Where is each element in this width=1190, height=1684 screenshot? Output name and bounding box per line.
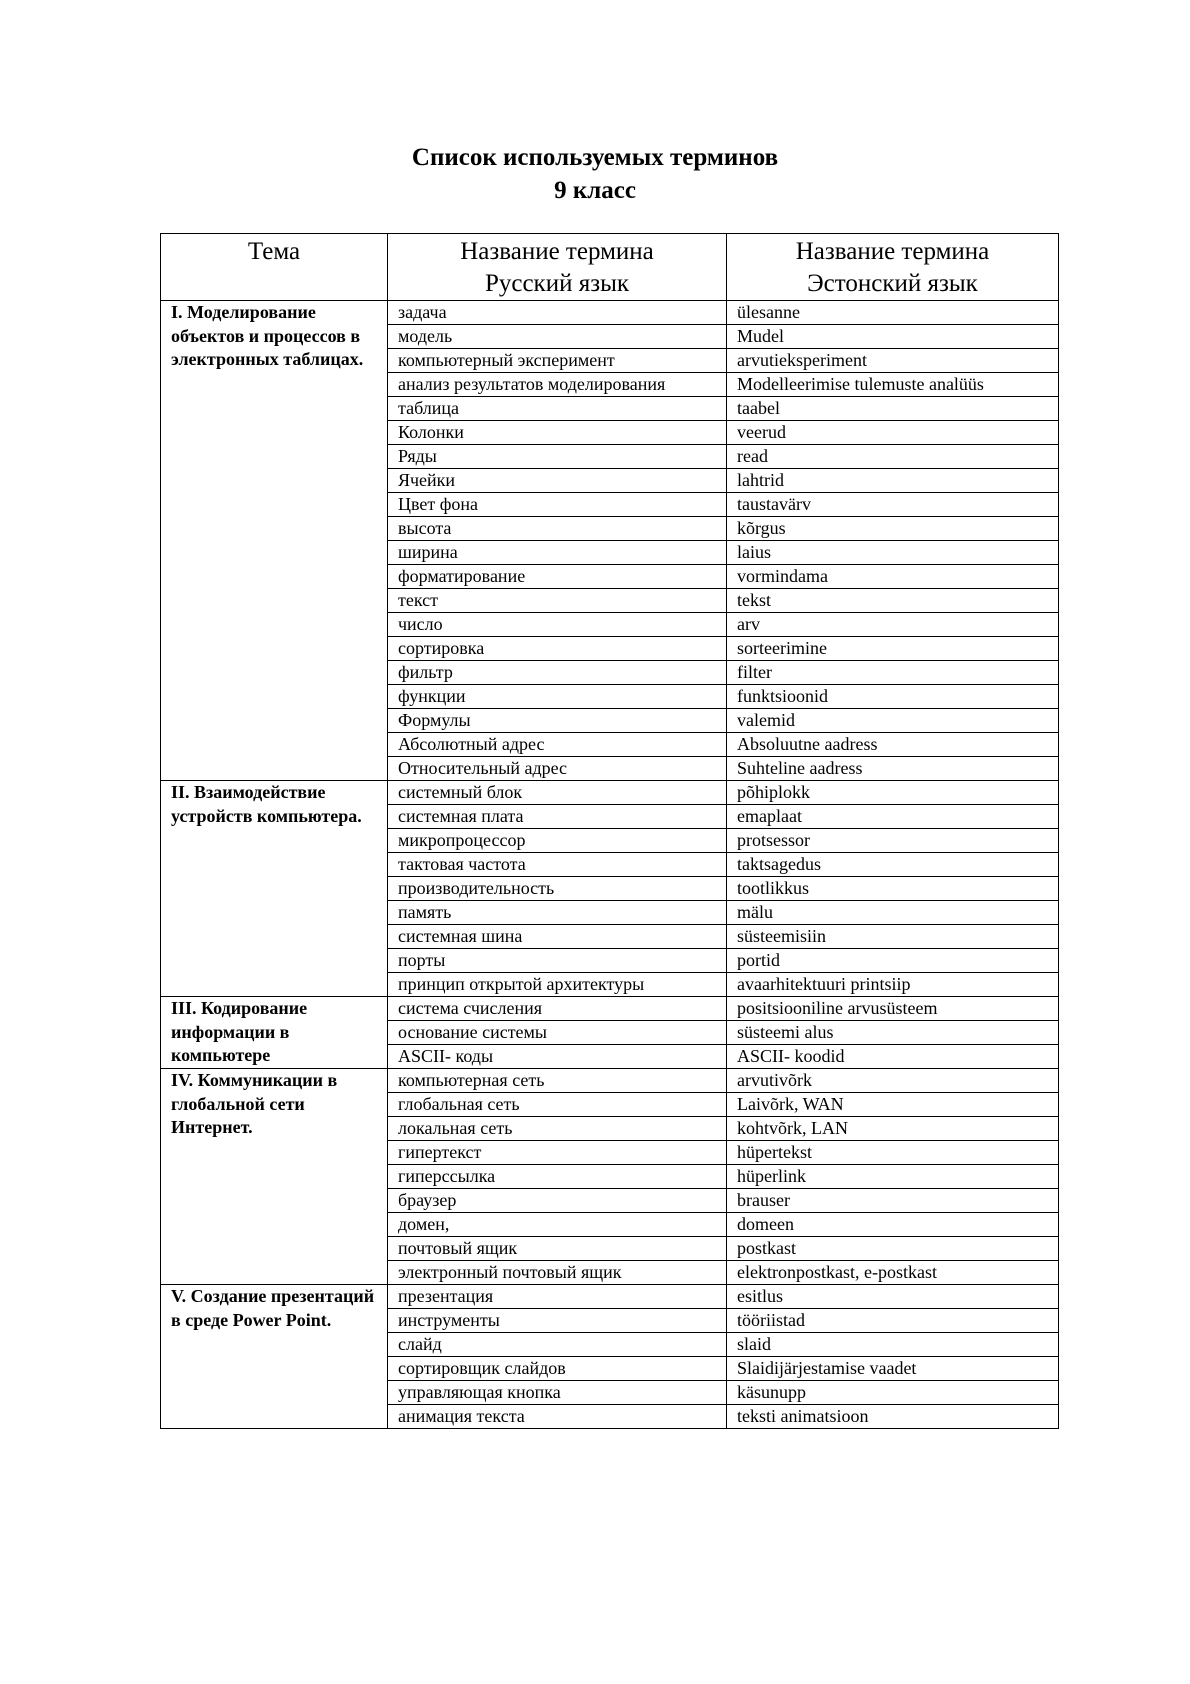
- term-estonian: Laivõrk, WAN: [727, 1093, 1059, 1117]
- term-russian: память: [388, 901, 727, 925]
- term-estonian: hüpertekst: [727, 1141, 1059, 1165]
- term-russian: Цвет фона: [388, 493, 727, 517]
- term-estonian: tekst: [727, 589, 1059, 613]
- term-russian: производительность: [388, 877, 727, 901]
- term-russian: почтовый ящик: [388, 1237, 727, 1261]
- terms-table: [160, 233, 1059, 1429]
- term-estonian: Modelleerimise tulemuste analüüs: [727, 373, 1059, 397]
- term-estonian: domeen: [727, 1213, 1059, 1237]
- section-topic: IV. Коммуникации в глобальной сети Интернет.: [161, 1069, 388, 1285]
- term-row: [161, 301, 1059, 325]
- term-russian: анализ результатов моделирования: [388, 373, 727, 397]
- term-estonian: taabel: [727, 397, 1059, 421]
- term-estonian: teksti animatsioon: [727, 1405, 1059, 1429]
- term-russian: принцип открытой архитектуры: [388, 973, 727, 997]
- term-estonian: Absoluutne aadress: [727, 733, 1059, 757]
- term-russian: системная плата: [388, 805, 727, 829]
- term-russian: компьютерная сеть: [388, 1069, 727, 1093]
- term-russian: Относительный адрес: [388, 757, 727, 781]
- term-estonian: arvutieksperiment: [727, 349, 1059, 373]
- term-estonian: kohtvõrk, LAN: [727, 1117, 1059, 1141]
- term-estonian: funktsioonid: [727, 685, 1059, 709]
- term-estonian: mälu: [727, 901, 1059, 925]
- term-russian: высота: [388, 517, 727, 541]
- header-russian-line-1: Название термина: [460, 238, 654, 265]
- header-estonian-line-2: Эстонский язык: [807, 270, 978, 297]
- term-estonian: ASCII- koodid: [727, 1045, 1059, 1069]
- term-russian: задача: [388, 301, 727, 325]
- term-estonian: hüperlink: [727, 1165, 1059, 1189]
- term-russian: тактовая частота: [388, 853, 727, 877]
- term-russian: инструменты: [388, 1309, 727, 1333]
- header-topic-label: Тема: [247, 238, 301, 265]
- term-row: [161, 997, 1059, 1021]
- term-russian: сортировщик слайдов: [388, 1357, 727, 1381]
- term-estonian: taktsagedus: [727, 853, 1059, 877]
- term-estonian: tootlikkus: [727, 877, 1059, 901]
- term-estonian: emaplaat: [727, 805, 1059, 829]
- term-russian: модель: [388, 325, 727, 349]
- term-russian: гипертекст: [388, 1141, 727, 1165]
- term-estonian: avaarhitektuuri printsiip: [727, 973, 1059, 997]
- section-topic: II. Взаимодействие устройств компьютера.: [161, 781, 388, 997]
- term-russian: глобальная сеть: [388, 1093, 727, 1117]
- title-line-2: 9 класс: [554, 177, 636, 204]
- term-russian: компьютерный эксперимент: [388, 349, 727, 373]
- term-estonian: Mudel: [727, 325, 1059, 349]
- term-russian: браузер: [388, 1189, 727, 1213]
- term-row: [161, 1069, 1059, 1093]
- term-row: [161, 781, 1059, 805]
- term-russian: презентация: [388, 1285, 727, 1309]
- term-russian: таблица: [388, 397, 727, 421]
- term-russian: форматирование: [388, 565, 727, 589]
- term-russian: гиперссылка: [388, 1165, 727, 1189]
- term-russian: порты: [388, 949, 727, 973]
- term-estonian: süsteemi alus: [727, 1021, 1059, 1045]
- term-estonian: protsessor: [727, 829, 1059, 853]
- term-estonian: laius: [727, 541, 1059, 565]
- term-estonian: postkast: [727, 1237, 1059, 1261]
- term-row: [161, 1285, 1059, 1309]
- section-topic: I. Моделирование объектов и процессов в электронных таблицах.: [161, 301, 388, 781]
- term-russian: анимация текста: [388, 1405, 727, 1429]
- term-estonian: kõrgus: [727, 517, 1059, 541]
- header-russian: [388, 234, 727, 301]
- term-estonian: arv: [727, 613, 1059, 637]
- term-russian: основание системы: [388, 1021, 727, 1045]
- header-russian-line-2: Русский язык: [484, 270, 630, 297]
- terms-body: [161, 301, 1059, 1429]
- term-russian: системный блок: [388, 781, 727, 805]
- term-estonian: slaid: [727, 1333, 1059, 1357]
- term-estonian: tööriistad: [727, 1309, 1059, 1333]
- term-russian: системная шина: [388, 925, 727, 949]
- term-estonian: süsteemisiin: [727, 925, 1059, 949]
- header-topic: [161, 234, 388, 301]
- header-estonian: [727, 234, 1059, 301]
- term-estonian: põhiplokk: [727, 781, 1059, 805]
- term-estonian: filter: [727, 661, 1059, 685]
- header-row: [161, 234, 1059, 301]
- term-estonian: positsiooniline arvusüsteem: [727, 997, 1059, 1021]
- term-russian: система счисления: [388, 997, 727, 1021]
- term-russian: микропроцессор: [388, 829, 727, 853]
- header-estonian-line-1: Название термина: [795, 238, 990, 265]
- term-estonian: vormindama: [727, 565, 1059, 589]
- term-russian: текст: [388, 589, 727, 613]
- term-russian: фильтр: [388, 661, 727, 685]
- term-estonian: portid: [727, 949, 1059, 973]
- term-russian: локальная сеть: [388, 1117, 727, 1141]
- term-estonian: esitlus: [727, 1285, 1059, 1309]
- term-estonian: taustavärv: [727, 493, 1059, 517]
- term-estonian: veerud: [727, 421, 1059, 445]
- term-estonian: Slaidijärjestamise vaadet: [727, 1357, 1059, 1381]
- term-russian: ASCII- коды: [388, 1045, 727, 1069]
- term-russian: Колонки: [388, 421, 727, 445]
- section-topic: V. Создание презентаций в среде Power Point.: [161, 1285, 388, 1429]
- term-russian: электронный почтовый ящик: [388, 1261, 727, 1285]
- term-russian: Ряды: [388, 445, 727, 469]
- term-russian: Ячейки: [388, 469, 727, 493]
- term-estonian: ülesanne: [727, 301, 1059, 325]
- term-estonian: lahtrid: [727, 469, 1059, 493]
- term-russian: ширина: [388, 541, 727, 565]
- term-russian: Абсолютный адрес: [388, 733, 727, 757]
- term-russian: функции: [388, 685, 727, 709]
- term-estonian: valemid: [727, 709, 1059, 733]
- term-estonian: käsunupp: [727, 1381, 1059, 1405]
- term-estonian: Suhteline aadress: [727, 757, 1059, 781]
- term-russian: домен,: [388, 1213, 727, 1237]
- term-russian: управляющая кнопка: [388, 1381, 727, 1405]
- term-estonian: brauser: [727, 1189, 1059, 1213]
- title-line-1: Список используемых терминов: [411, 144, 779, 171]
- term-russian: число: [388, 613, 727, 637]
- term-estonian: arvutivõrk: [727, 1069, 1059, 1093]
- section-topic: III. Кодирование информации в компьютере: [161, 997, 388, 1069]
- term-russian: Формулы: [388, 709, 727, 733]
- term-estonian: read: [727, 445, 1059, 469]
- document-title: [0, 141, 1190, 207]
- term-russian: слайд: [388, 1333, 727, 1357]
- term-estonian: elektronpostkast, e-postkast: [727, 1261, 1059, 1285]
- term-russian: сортировка: [388, 637, 727, 661]
- term-estonian: sorteerimine: [727, 637, 1059, 661]
